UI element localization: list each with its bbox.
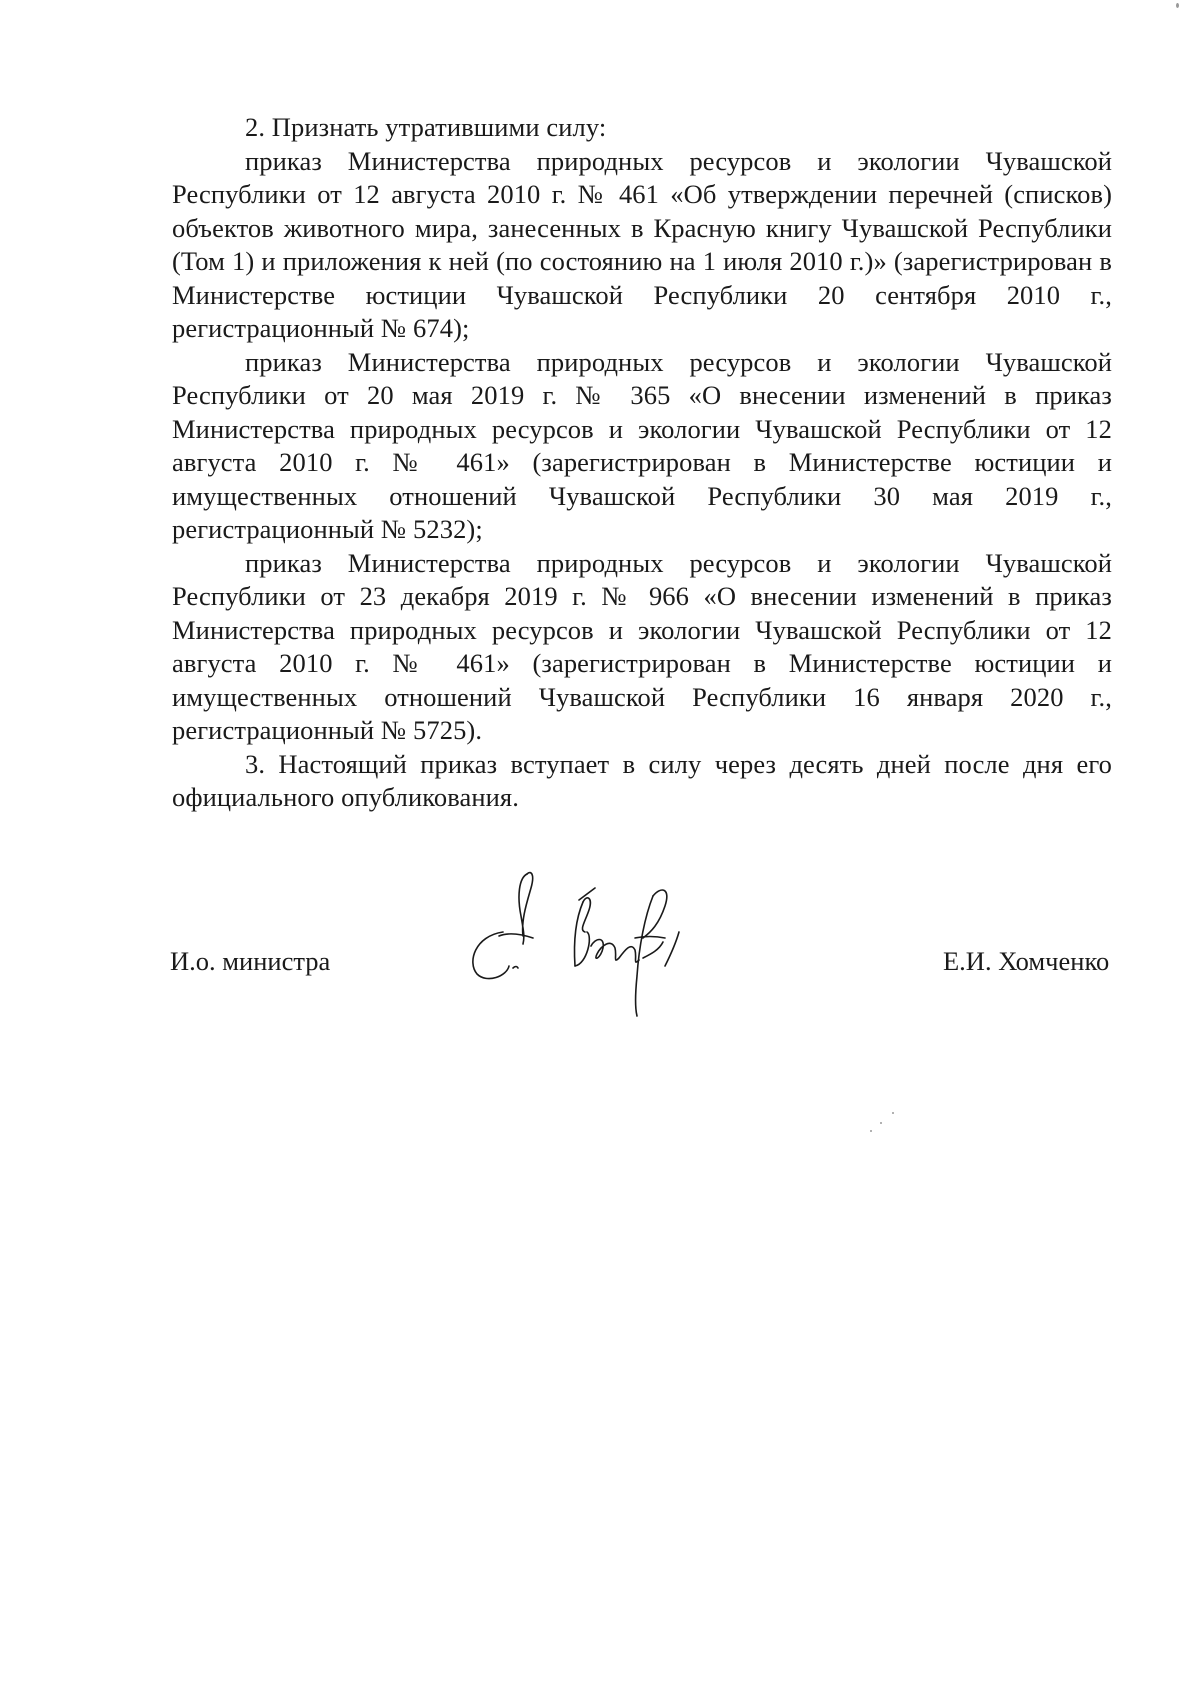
scan-speck — [1176, 3, 1179, 8]
paragraph-repeal-order-461: приказ Министерства природных ресурсов и экологии Чувашской Республики от 12 августа 2010 г. № 461 «Об утверждении перечней (списков) объектов животного мира, занесенных в Красную книгу Чувашской Республики (Том 1) и приложения к ней (по состоянию на 1 июля 2010 г.)» (зарегистрирован в Министерстве юстиции Чувашской Республики 20 сентября 2010 г., регистрационный № 674); — [172, 145, 1112, 343]
paragraph-item-2: 2. Признать утратившими силу: — [245, 112, 607, 142]
paragraph-item-3: 3. Настоящий приказ вступает в силу через десять дней после дня его официального опубликования. — [172, 748, 1112, 812]
document-body — [172, 111, 1112, 815]
handwritten-signature-icon — [465, 866, 730, 1026]
paragraph-repeal-order-365: приказ Министерства природных ресурсов и экологии Чувашской Республики от 20 мая 2019 г. № 365 «О внесении изменений в приказ Министерства природных ресурсов и экологии Чувашской Республики от 12 августа 2010 г. № 461» (зарегистрирован в Министерстве юстиции и имущественных отношений Чувашской Республики 30 мая 2019 г., регистрационный № 5232); — [172, 346, 1112, 544]
scan-speck — [892, 1112, 894, 1114]
signatory-name: Е.И. Хомченко — [943, 946, 1110, 976]
signatory-position: И.о. министра — [170, 946, 331, 976]
paragraph-repeal-order-966: приказ Министерства природных ресурсов и экологии Чувашской Республики от 23 декабря 2019 г. № 966 «О внесении изменений в приказ Министерства природных ресурсов и экологии Чувашской Республики от 12 августа 2010 г. № 461» (зарегистрирован в Министерстве юстиции и имущественных отношений Чувашской Республики 16 января 2020 г., регистрационный № 5725). — [172, 547, 1112, 745]
scan-speck — [870, 1130, 872, 1132]
scan-speck — [880, 1122, 882, 1124]
